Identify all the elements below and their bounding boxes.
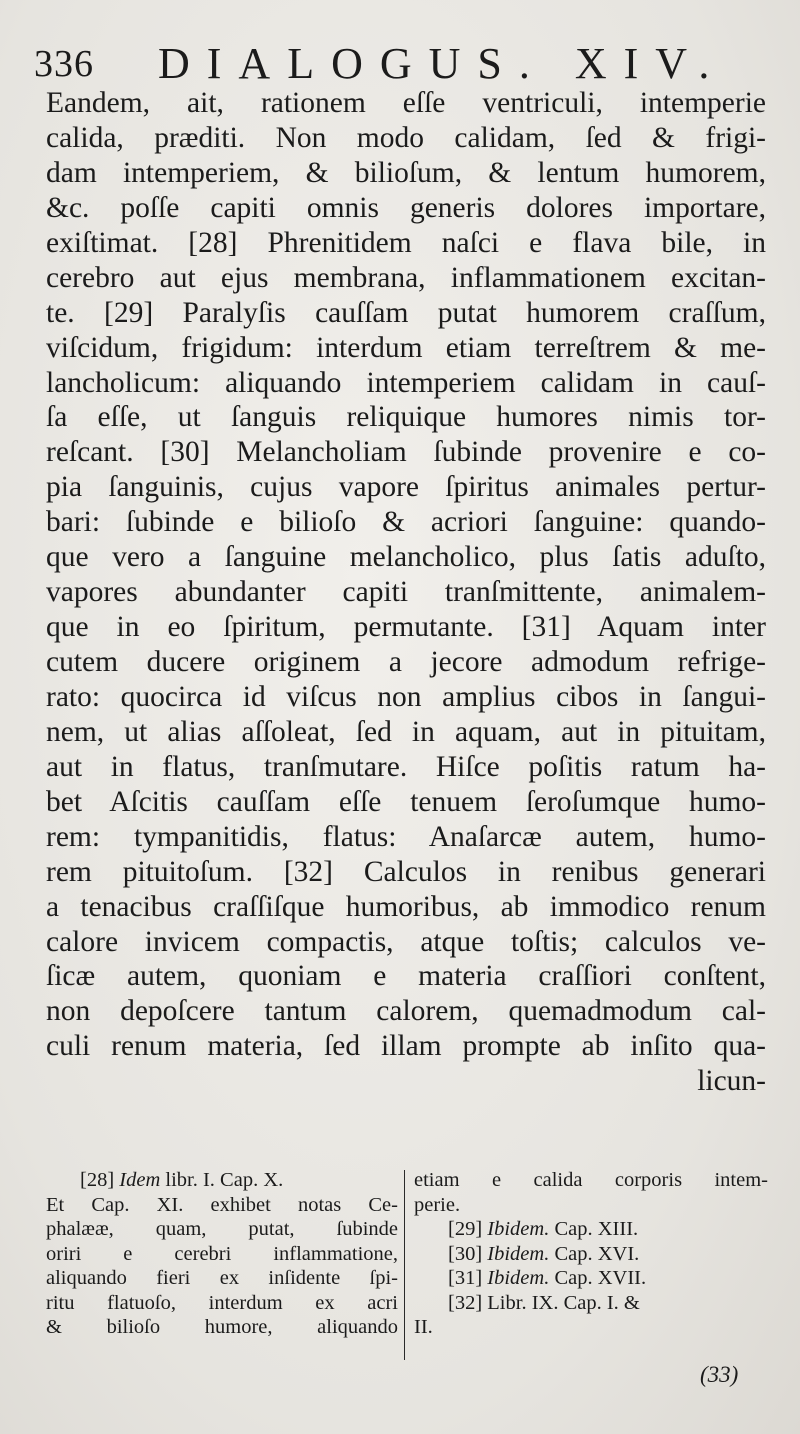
footnote-line <box>414 1315 768 1340</box>
footnote-text: Cap. XIII. <box>549 1218 639 1240</box>
body-line: cutem ducere originem a jecore admodum refrige- <box>46 646 766 678</box>
footnote-text: etiam e calida corporis intem- <box>414 1169 768 1191</box>
body-line: aut in flatus, tranſmutare. Hiſce poſitis ratum ha- <box>46 750 766 783</box>
footnote-line <box>414 1242 768 1267</box>
footnote-line <box>414 1291 768 1316</box>
footnote-line <box>46 1266 398 1291</box>
body-line: te. [29] Paralyſis cauſſam putat humorem craſſum, <box>46 296 766 329</box>
footnote-reference: Ibidem. <box>487 1242 550 1265</box>
footnote-line <box>46 1217 398 1242</box>
body-text <box>46 86 766 1099</box>
body-line: calore invicem compactis, atque toſtis; calculos ve- <box>46 925 766 958</box>
footnote-text: phalææ, quam, putat, ſubinde <box>46 1218 398 1240</box>
footnote-reference: Ibidem. <box>487 1267 550 1289</box>
footnote-marker: [30] <box>448 1242 488 1265</box>
body-line: exiſtimat. [28] Phrenitidem naſci e flava bile, in <box>46 226 766 259</box>
footnote-marker: [28] <box>80 1169 120 1191</box>
body-line: viſcidum, frigidum: interdum etiam terreſtrem & me- <box>46 331 766 364</box>
footnote-marker: [32] <box>448 1291 488 1314</box>
footnote-line <box>414 1217 768 1242</box>
footnote-line <box>46 1315 398 1340</box>
body-line: cerebro aut ejus membrana, inflammationem excitan- <box>46 261 766 294</box>
footnote-reference: Ibidem. <box>487 1218 550 1240</box>
footnote-text: perie. <box>414 1193 461 1216</box>
footnote-text: Cap. XVI. <box>549 1242 640 1265</box>
body-line: Eandem, ait, rationem eſſe ventriculi, intemperie <box>46 87 766 119</box>
body-line: non depoſcere tantum calorem, quemadmodum cal- <box>46 995 766 1028</box>
body-line: rem pituitoſum. [32] Calculos in renibus generari <box>46 855 766 888</box>
body-line: lancholicum: aliquando intemperiem calidam in cauſ- <box>46 366 766 399</box>
running-head: DIALOGUS. XIV. <box>158 39 727 88</box>
body-line: calida, præditi. Non modo calidam, ſed & frigi- <box>46 121 766 154</box>
footnote-line <box>414 1266 768 1291</box>
footnote-text: Et Cap. XI. exhibet notas Ce- <box>46 1193 398 1216</box>
body-line: que vero a ſanguine melancholico, plus ſatis aduſto, <box>46 541 766 574</box>
body-line: que in eo ſpiritum, permutante. [31] Aquam inter <box>46 611 766 644</box>
body-line: bari: ſubinde e bilioſo & acriori ſanguine: quando- <box>46 506 766 539</box>
body-line: ſicæ autem, quoniam e materia craſſiori conſtent, <box>46 960 766 993</box>
body-line: rato: quocirca id viſcus non amplius cibos in ſangui- <box>46 680 766 713</box>
footnote-text: Libr. IX. Cap. I. & <box>487 1291 640 1314</box>
page-header <box>34 38 784 88</box>
body-line: ſa eſſe, ut ſanguis reliquique humores nimis tor- <box>46 401 766 434</box>
footnote-line <box>46 1291 398 1316</box>
body-line: licun- <box>697 1065 766 1098</box>
body-line: vapores abundanter capiti tranſmittente, animalem- <box>46 576 766 609</box>
footnote-text: Cap. XVII. <box>549 1267 647 1289</box>
body-line: rem: tympanitidis, flatus: Anaſarcæ autem, humo- <box>46 820 766 853</box>
signature-mark: (33) <box>700 1362 739 1387</box>
body-line: reſcant. [30] Melancholiam ſubinde provenire e co- <box>46 436 766 469</box>
body-line: a tenacibus craſſiſque humoribus, ab immodico renum <box>46 890 766 923</box>
footnote-text: ritu flatuoſo, interdum ex acri <box>46 1291 398 1314</box>
footnote-marker: [29] <box>448 1218 488 1240</box>
footnote-marker: [31] <box>448 1267 488 1289</box>
footnote-line <box>414 1193 768 1218</box>
footnote-text: aliquando fieri ex inſidente ſpi- <box>46 1267 398 1289</box>
footnote-divider <box>404 1170 405 1360</box>
footnote-text: oriri e cerebri inflammatione, <box>46 1242 398 1265</box>
body-line: bet Aſcitis cauſſam eſſe tenuem ſeroſumque humo- <box>46 785 766 818</box>
footnotes-right-column <box>414 1168 768 1340</box>
footnote-text: & bilioſo humore, aliquando <box>46 1316 398 1338</box>
body-line: &c. poſſe capiti omnis generis dolores importare, <box>46 191 766 224</box>
footnote-reference: Idem <box>119 1169 161 1191</box>
body-line: nem, ut alias aſſoleat, ſed in aquam, aut in pituitam, <box>46 715 766 748</box>
footnote-text: libr. I. Cap. X. <box>160 1169 284 1191</box>
footnote-line <box>46 1242 398 1267</box>
page-number: 336 <box>34 43 94 85</box>
body-line: culi renum materia, ſed illam prompte ab inſito qua- <box>46 1030 766 1063</box>
footnote-line <box>46 1168 398 1193</box>
footnote-text: II. <box>414 1316 433 1338</box>
footnotes-left-column <box>46 1168 398 1340</box>
footnote-line <box>46 1193 398 1218</box>
footnote-line <box>414 1168 768 1193</box>
body-line: dam intemperiem, & bilioſum, & lentum humorem, <box>46 156 766 189</box>
footnotes <box>46 1168 768 1368</box>
body-line: pia ſanguinis, cujus vapore ſpiritus animales pertur- <box>46 471 766 504</box>
